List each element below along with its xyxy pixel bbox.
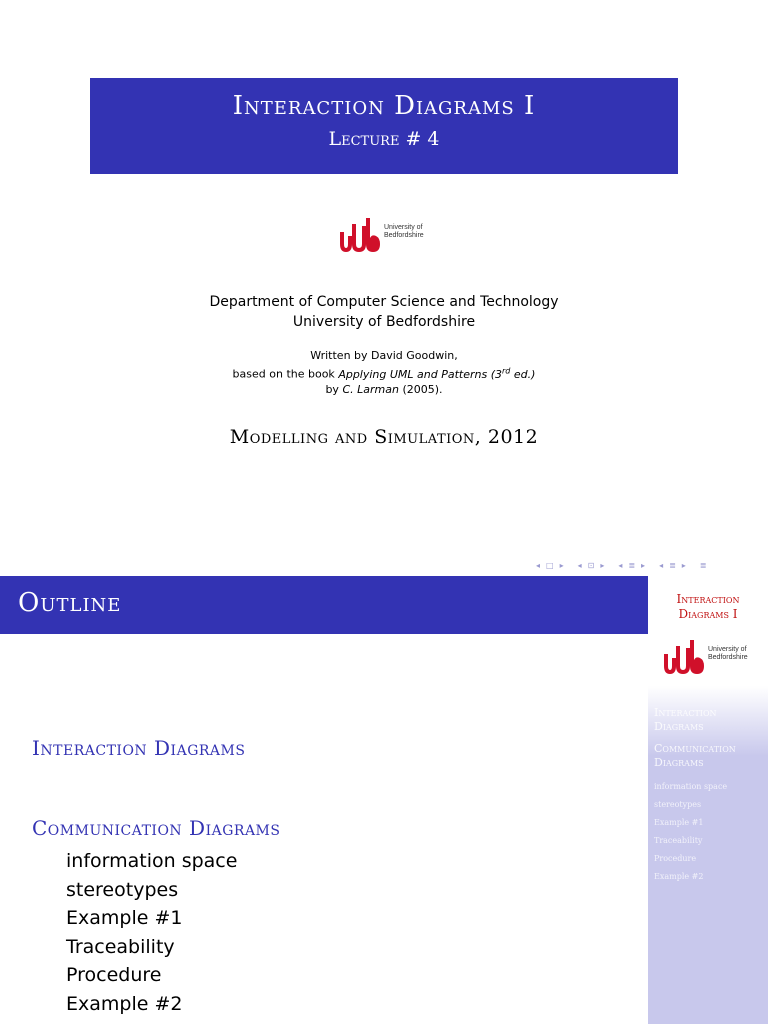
outline-subsection-list bbox=[66, 847, 237, 1018]
sidebar-title[interactable]: Interaction Diagrams I bbox=[676, 592, 740, 621]
sidebar-subsection-stereotypes[interactable]: stereotypes bbox=[654, 800, 702, 809]
book-line: based on the book Applying UML and Patterns (3rd ed.) bbox=[232, 366, 536, 381]
outline-subsection-stereotypes[interactable]: stereotypes bbox=[66, 878, 179, 901]
nav-next-doc-icon[interactable]: ▸ bbox=[681, 561, 686, 570]
outline-subsection-information-space[interactable]: information space bbox=[66, 850, 238, 872]
sidebar-logo bbox=[662, 636, 762, 676]
outline-subsection-traceability[interactable]: Traceability bbox=[66, 935, 175, 958]
sidebar-section-interaction-diagrams[interactable]: Interaction Diagrams bbox=[654, 706, 717, 733]
nav-prev-subsection-icon[interactable]: ◂ bbox=[577, 561, 582, 570]
sidebar-subsection-example-1[interactable]: Example #1 bbox=[654, 818, 704, 827]
sidebar-subsection-traceability[interactable]: Traceability bbox=[654, 836, 703, 845]
nav-prev-section-icon[interactable]: ◂ bbox=[618, 561, 623, 570]
frame-title: Outline bbox=[18, 588, 122, 618]
logo-mark-icon bbox=[338, 214, 382, 254]
university-name: University of Bedfordshire bbox=[292, 314, 476, 330]
university-logo bbox=[338, 214, 438, 254]
lecture-title: Interaction Diagrams I bbox=[232, 91, 536, 121]
attribution-block bbox=[0, 348, 768, 397]
nav-section-icon[interactable]: ≣ bbox=[628, 561, 636, 570]
nav-frame-icon[interactable]: □ bbox=[546, 561, 554, 570]
outline-subsection-procedure[interactable]: Procedure bbox=[66, 964, 162, 986]
nav-next-subsection-icon[interactable]: ▸ bbox=[600, 561, 605, 570]
sidebar-subsection-information-space[interactable]: information space bbox=[654, 782, 728, 791]
frame-title-bar bbox=[0, 576, 648, 634]
outline-subsection-example-1[interactable]: Example #1 bbox=[66, 907, 183, 929]
title-banner bbox=[90, 78, 678, 174]
lecture-subtitle: Lecture # 4 bbox=[328, 128, 440, 150]
nav-prev-doc-icon[interactable]: ◂ bbox=[659, 561, 664, 570]
sidebar-subsection-example-2[interactable]: Example #2 bbox=[654, 872, 704, 881]
sidebar-subsection-procedure[interactable]: Procedure bbox=[654, 854, 697, 863]
course-name: Modelling and Simulation, 2012 bbox=[229, 426, 539, 448]
author-line: Written by David Goodwin, bbox=[310, 349, 458, 362]
sidebar-navigation bbox=[654, 706, 766, 886]
beamer-navigation[interactable] bbox=[536, 561, 766, 573]
sidebar bbox=[648, 576, 768, 1024]
book-author-line: by C. Larman (2005). bbox=[325, 382, 443, 396]
nav-next-frame-icon[interactable]: ▸ bbox=[559, 561, 564, 570]
department-name: Department of Computer Science and Technology bbox=[209, 294, 559, 310]
outline-section-interaction-diagrams[interactable]: Interaction Diagrams bbox=[32, 736, 246, 760]
nav-subsection-icon[interactable]: ⊡ bbox=[587, 561, 595, 570]
outline-subsection-example-2[interactable]: Example #2 bbox=[66, 992, 183, 1015]
sidebar-section-communication-diagrams[interactable]: Communication Diagrams bbox=[654, 742, 736, 769]
logo-wordmark: University of Bedfordshire bbox=[708, 646, 748, 661]
outline-slide bbox=[0, 576, 768, 1024]
outline-section-communication-diagrams[interactable]: Communication Diagrams bbox=[32, 816, 281, 840]
logo-wordmark: University of Bedfordshire bbox=[384, 224, 424, 239]
nav-next-section-icon[interactable]: ▸ bbox=[641, 561, 646, 570]
nav-search-icon[interactable]: ≣ bbox=[699, 561, 707, 570]
logo-mark-icon bbox=[662, 636, 706, 676]
department-block bbox=[0, 292, 768, 332]
nav-prev-frame-icon[interactable]: ◂ bbox=[536, 561, 541, 570]
nav-doc-icon[interactable]: ≣ bbox=[669, 561, 676, 570]
